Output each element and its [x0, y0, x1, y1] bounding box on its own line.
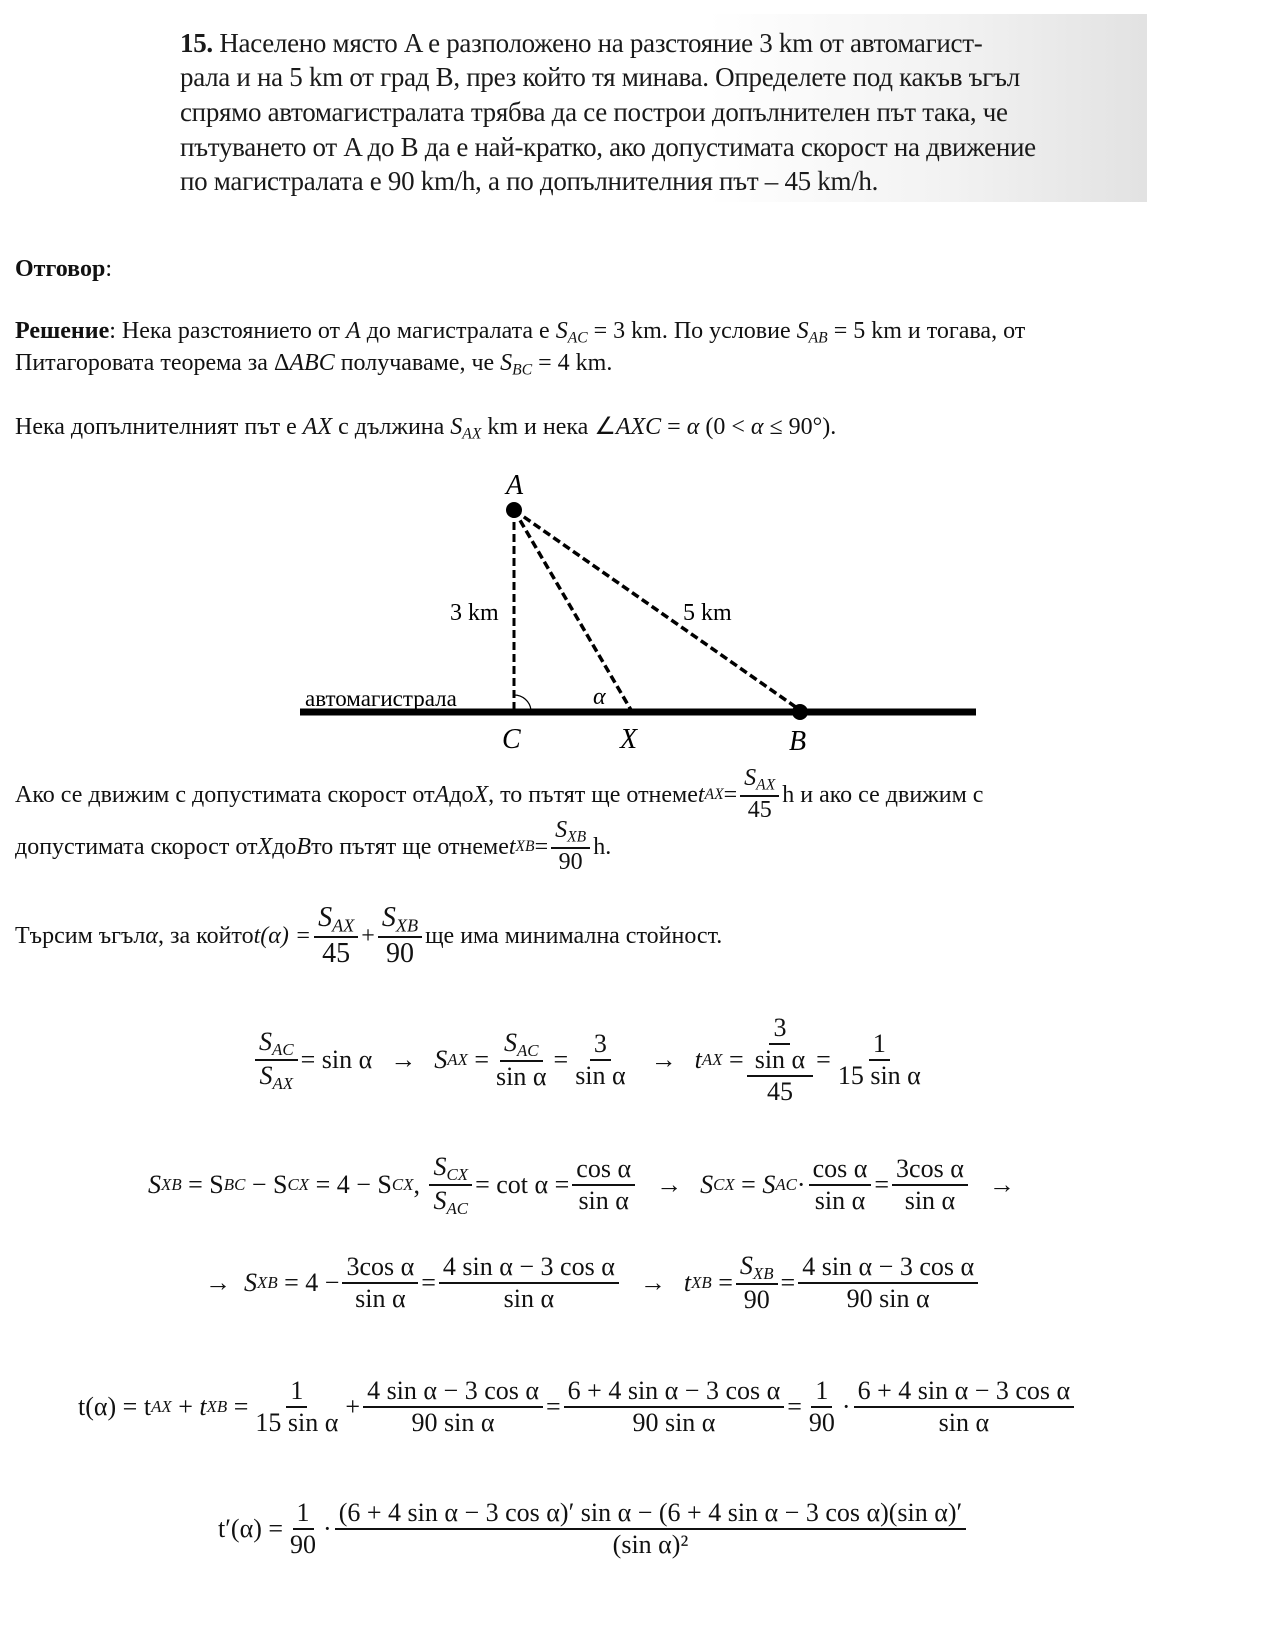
geometry-diagram	[0, 0, 1275, 760]
formula-3: → S XB = 4 − $\frac{\text{3cos α}}{\text{sin α}}$ = $\frac{\text{4 sin α − 3 cos α}}{\text{sin α}}$ → t XB = $\frac{S_{XB}}{90}$ = $\frac{\text{4 sin α − 3 cos α}}{\text{90 sin α}}$	[205, 1238, 981, 1328]
time-line-2: допустимата скорост от X до B то пътят ще отнеме t XB = $\frac{S_{XB}}{90}$ h.	[15, 817, 612, 875]
solution-line-1: Решение: Нека разстоянието от A до магистралата е $S_{AC} = 3$ km. По условие $S_{AB} = 5$ km и тогава, от	[15, 318, 1026, 347]
time-line-1: Ако се движим с допустимата скорост от A до X , то пътят ще отнеме t AX = $\frac{S_{AX}}{45}$ h и ако се движим с	[15, 765, 984, 823]
answer-heading: Отговор:	[15, 256, 112, 282]
point-b	[792, 704, 808, 720]
solution-label: Решение	[15, 318, 110, 344]
fraction-sxb-90: $\frac{S_{XB}}{90}$	[551, 817, 590, 876]
arrow-icon: →	[390, 1045, 417, 1074]
formula-4: t(α) = t AX + t XB = $\frac{1}{\text{15 sin α}}$ + $\frac{\text{4 sin α − 3 cos α}}{\text{90 sin α}}$ = $\frac{\text{6 + 4 sin α − 3 cos α}}{\text{90 sin α}}$ = $\frac{1}{90}$ · $\frac{\text{6 + 4 sin α − 3 cos α}}{\text{sin α}}$	[78, 1362, 1077, 1452]
right-angle-mark	[514, 695, 531, 710]
segment-ax	[514, 510, 631, 710]
arrow-icon: →	[650, 1045, 677, 1074]
label-b: B	[789, 726, 807, 757]
label-ab-length: 5 km	[683, 600, 732, 626]
problem-line-3: спрямо автомагистралата трябва да се построи допълнителен път така, че	[180, 97, 1008, 127]
solution-line-3: Нека допълнителният път е AX с дължина $S_{AX}$ km и нека ∠AXC = α (0 < α ≤ 90°).	[15, 414, 837, 443]
arrow-icon: →	[656, 1170, 683, 1199]
arrow-icon: →	[205, 1268, 231, 1297]
arrow-icon: →	[639, 1268, 666, 1297]
formula-5: t′(α) = $\frac{1}{90}$ · (6 + 4 sin α − 3 cos α)′ sin α − (6 + 4 sin α − 3 cos α)(sin α)′ (sin α)²	[218, 1484, 969, 1574]
point-a	[506, 502, 522, 518]
label-highway: автомагистрала	[305, 686, 457, 711]
label-x: X	[620, 724, 638, 755]
problem-number: 15.	[180, 28, 213, 58]
label-ac-length: 3 km	[450, 600, 499, 626]
segment-ab	[514, 510, 800, 710]
formula-1: $\frac{S_{AC}}{S_{AX}}$ = sin α → S AX = $\frac{S_{AC}}{\text{sin α}}$ = $\frac{3}{\text{sin α}}$ → t AX = $\frac{\frac{3}{\text{sin α}}}{45}$ = $\frac{1}{\text{15 sin α}}$	[252, 1010, 928, 1110]
solution-line-2: Питагоровата теорема за ΔABC получаваме, че $S_{BC} = 4$ km.	[15, 350, 613, 379]
problem-line-1: 15. Населено място A е разположено на разстояние 3 km от автомагист-	[180, 28, 983, 58]
label-c: C	[502, 724, 521, 755]
fraction-sax-45: $\frac{S_{AX}}{45}$	[314, 902, 358, 971]
problem-line-5: по магистралата е 90 km/h, а по допълнителния път – 45 km/h.	[180, 166, 879, 196]
problem-line-2: рала и на 5 km от град B, през който тя минава. Определете под какъв ъгъл	[180, 62, 1020, 92]
label-alpha: α	[593, 684, 606, 710]
seek-line: Търсим ъгъл α , за който t(α) = $\frac{S_{AX}}{45}$ + $\frac{S_{XB}}{90}$ ще има минимална стойност.	[15, 901, 723, 970]
formula-2: S XB = S BC − S CX = 4 − S CX , $\frac{S_{CX}}{S_{AC}}$ = cot α = $\frac{\text{cos α}}{\text{sin α}}$ → S CX = S AC · $\frac{\text{cos α}}{\text{sin α}}$ = $\frac{\text{3cos α}}{\text{sin α}}$ →	[148, 1151, 1015, 1219]
fraction-sax-45: $\frac{S_{AX}}{45}$	[740, 765, 779, 824]
arrow-icon: →	[988, 1170, 1015, 1199]
label-a: A	[506, 470, 524, 501]
fraction-sxb-90: $\frac{S_{XB}}{90}$	[378, 902, 422, 971]
problem-line-4: пътуването от A до B да е най-кратко, ако допустимата скорост на движение	[180, 132, 1036, 162]
